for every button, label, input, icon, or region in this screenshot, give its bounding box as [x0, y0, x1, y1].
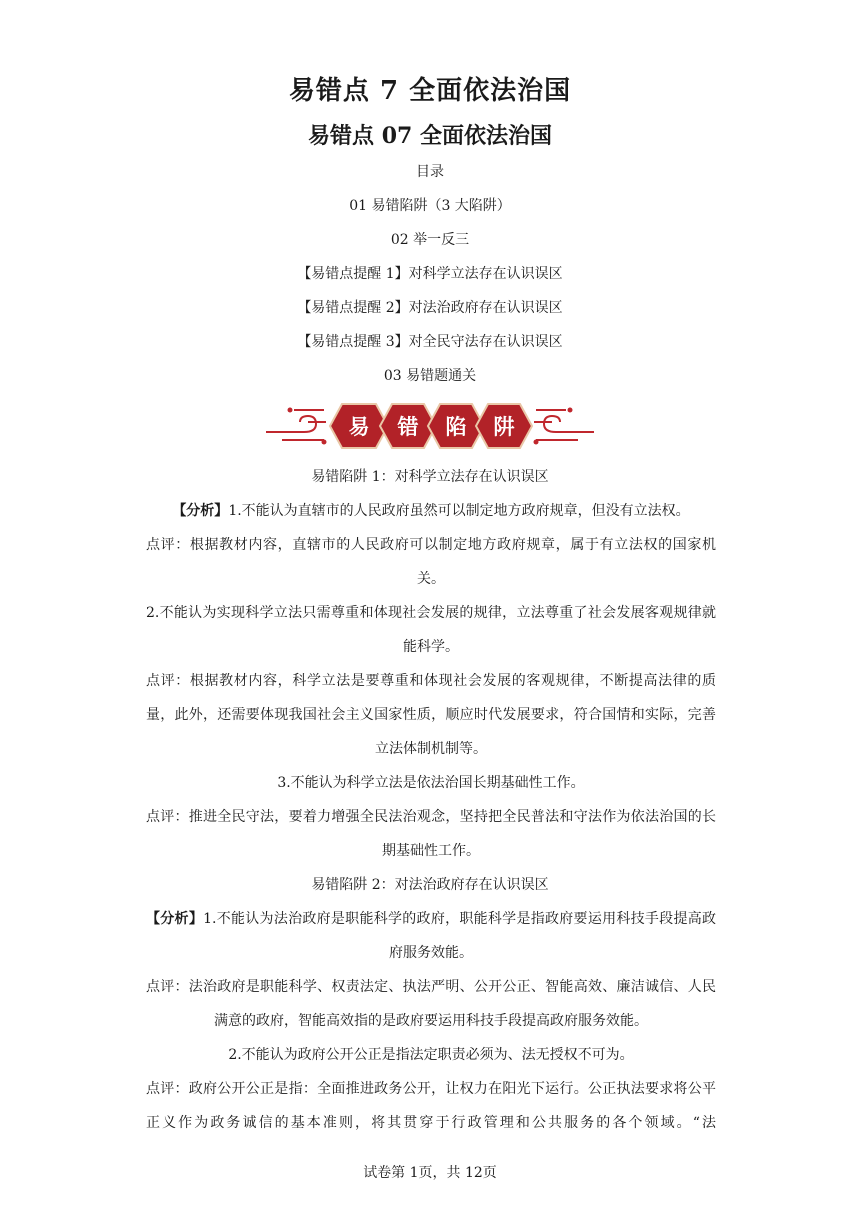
- analysis-tag: 【分析】: [146, 911, 204, 927]
- point-paragraph: 3.不能认为科学立法是依法治国长期基础性工作。: [277, 775, 585, 791]
- point-paragraph: 2.不能认为政府公开公正是指法定职责必须为、法无授权不可为。: [228, 1047, 634, 1063]
- banner-char: 陷: [445, 415, 467, 439]
- toc-item: 【易错点提醒 2】对法治政府存在认识误区: [297, 300, 563, 316]
- trap-heading: 易错陷阱 1：对科学立法存在认识误区: [311, 469, 549, 485]
- banner-char: 易: [348, 415, 370, 439]
- analysis-text: 1.不能认为直辖市的人民政府虽然可以制定地方政府规章，但没有立法权。: [228, 503, 690, 519]
- comment-paragraph: 点评：法治政府是职能科学、权责法定、执法严明、公开公正、智能高效、廉洁诚信、人民满意的政府，智能高效指的是政府要运用科技手段提高政府服务效能。: [146, 979, 716, 1029]
- section-banner: [264, 398, 596, 454]
- comment-paragraph: 点评：推进全民守法，要着力增强全民法治观念，坚持把全民普法和守法作为依法治国的长期基础性工作。: [146, 809, 716, 859]
- comment-paragraph: 点评：政府公开公正是指：全面推进政务公开，让权力在阳光下运行。公正执法要求将公平正义作为政务诚信的基本准则，将其贯穿于行政管理和公共服务的各个领域。“法: [146, 1081, 716, 1131]
- page-footer: 试卷第 1页，共 12页: [363, 1165, 497, 1181]
- toc-item: 【易错点提醒 3】对全民守法存在认识误区: [297, 334, 563, 350]
- point-paragraph: 2.不能认为实现科学立法只需尊重和体现社会发展的规律，立法尊重了社会发展客观规律就能科学。: [146, 605, 716, 655]
- toc-item: 02 举一反三: [390, 232, 470, 248]
- comment-paragraph: 点评：根据教材内容，科学立法是要尊重和体现社会发展的客观规律，不断提高法律的质量，此外，还需要体现我国社会主义国家性质，顺应时代发展要求，符合国情和实际，完善立法体制机制等。: [146, 673, 716, 757]
- analysis-paragraph: [146, 494, 716, 528]
- sub-title: 易错点 07 全面依法治国: [308, 123, 552, 149]
- analysis-tag: 【分析】: [172, 503, 229, 519]
- banner-char: 错: [397, 415, 419, 439]
- main-title: 易错点 7 全面依法治国: [288, 76, 572, 106]
- trap-heading: 易错陷阱 2：对法治政府存在认识误区: [311, 877, 549, 893]
- analysis-text: 1.不能认为法治政府是职能科学的政府，职能科学是指政府要运用科技手段提高政府服务效能。: [203, 911, 716, 961]
- analysis-paragraph: [146, 902, 716, 970]
- banner-char: 阱: [493, 415, 515, 439]
- comment-paragraph: 点评：根据教材内容，直辖市的人民政府可以制定地方政府规章，属于有立法权的国家机关。: [146, 537, 716, 587]
- toc-item: 【易错点提醒 1】对科学立法存在认识误区: [297, 266, 563, 282]
- toc-item: 01 易错陷阱（3 大陷阱）: [349, 198, 511, 214]
- toc-heading: 目录: [416, 164, 444, 180]
- toc-item: 03 易错题通关: [383, 368, 477, 384]
